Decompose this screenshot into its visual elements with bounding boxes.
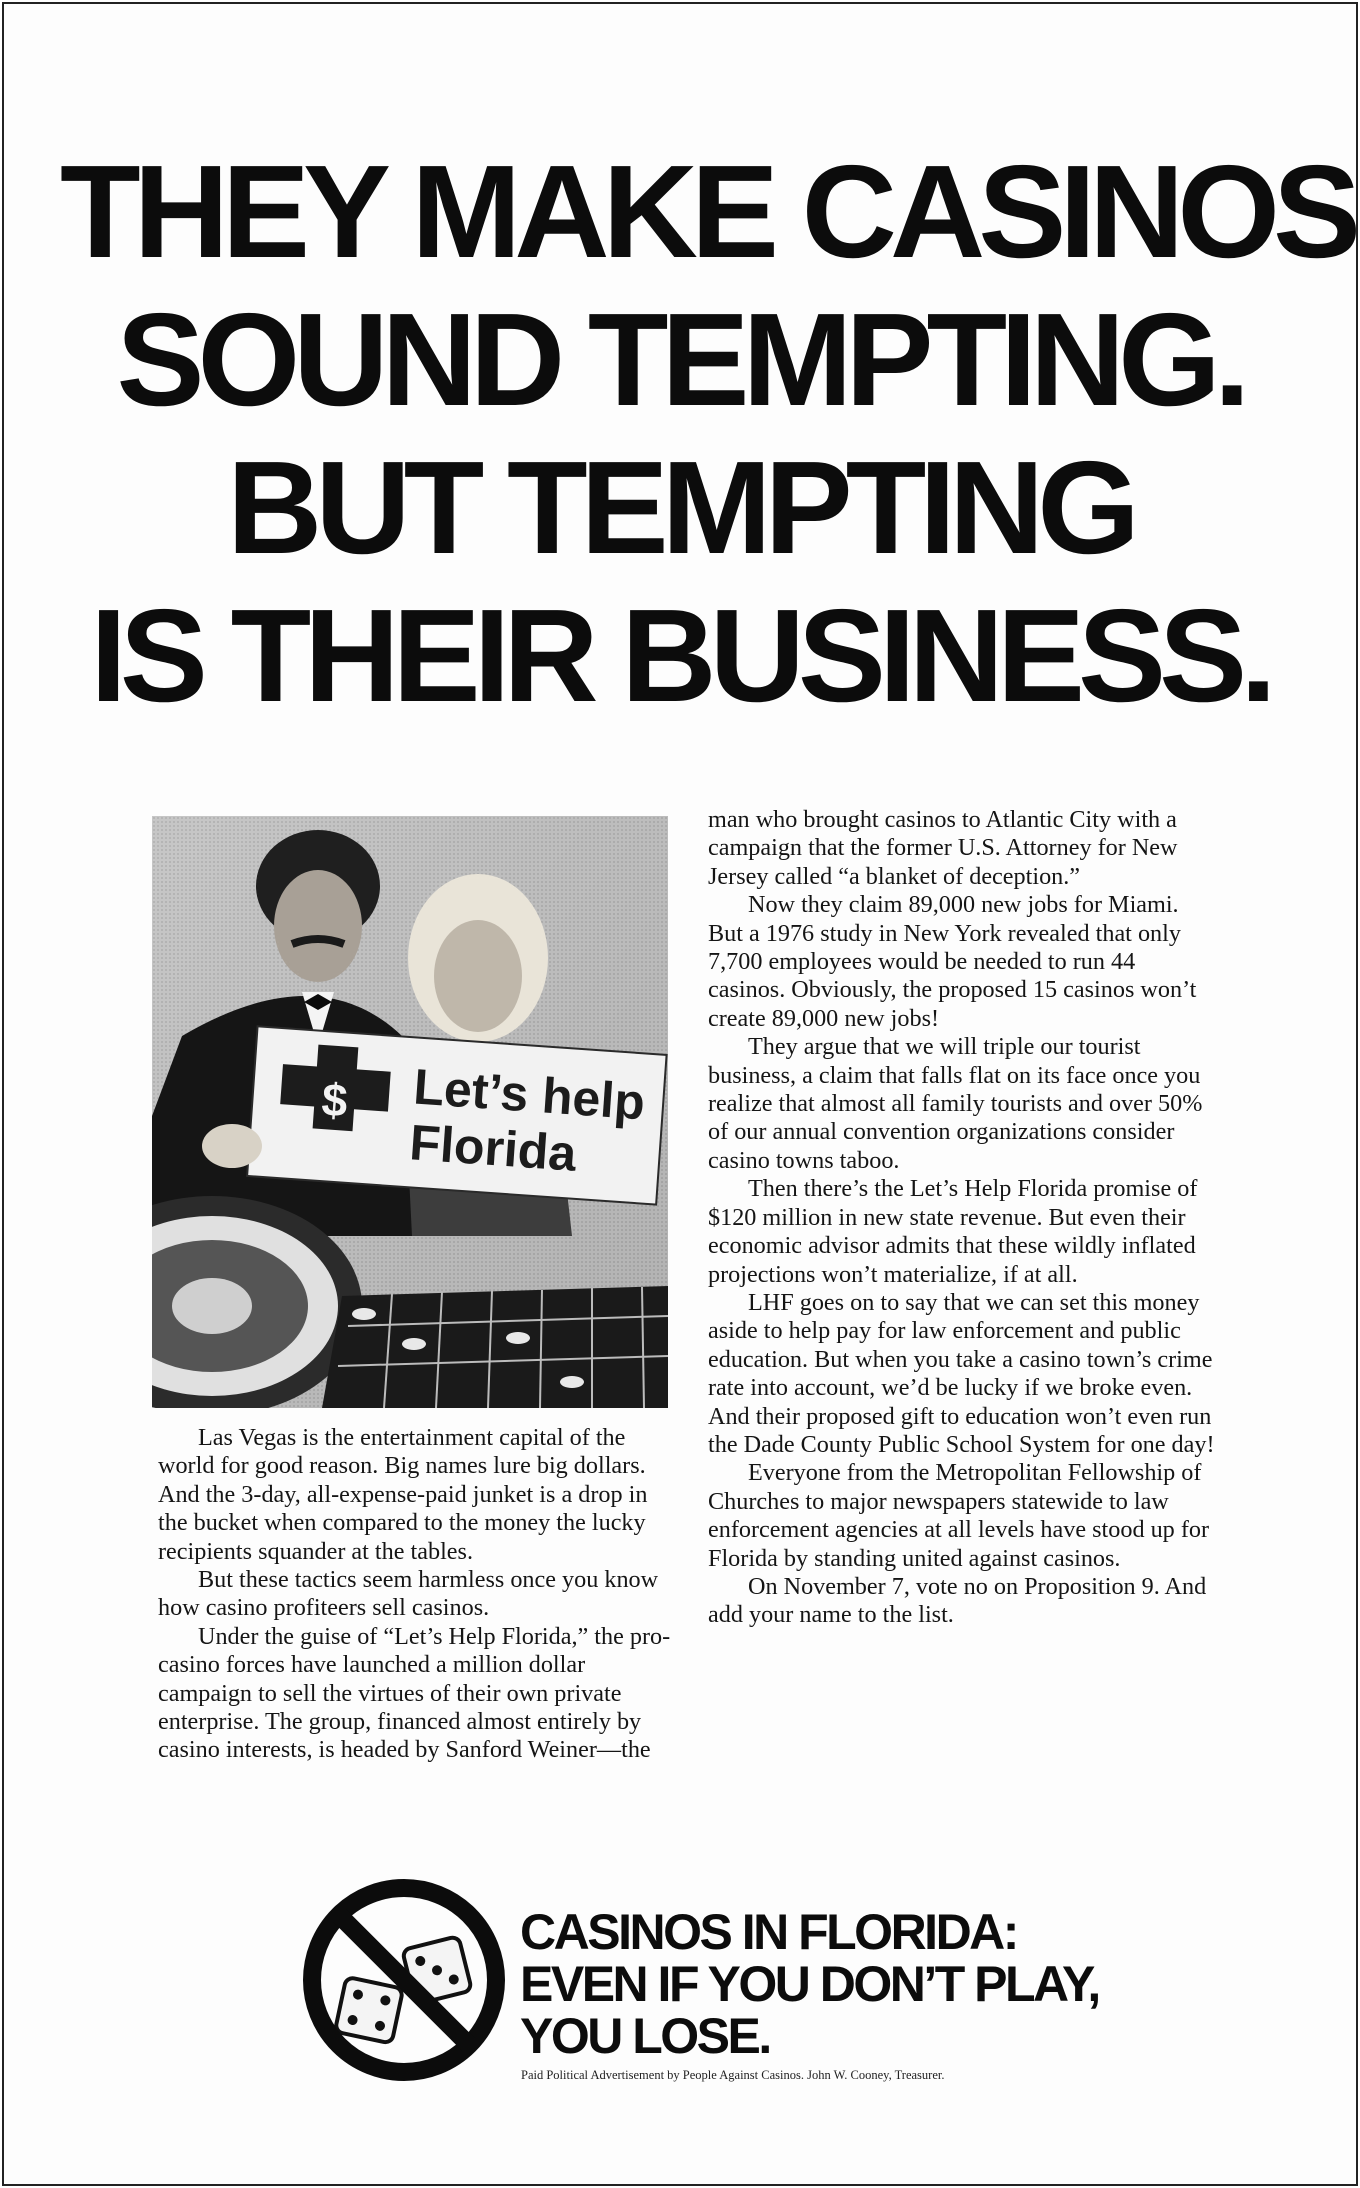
campaign-photo bbox=[152, 816, 668, 1408]
headline-line: BUT TEMPTING bbox=[227, 434, 1133, 581]
sign-text-line2: Florida bbox=[407, 1114, 579, 1182]
body-paragraph: Everyone from the Metropolitan Fellowship of Churches to major newspapers statewide to law enforcement agencies at all levels have stood up for Florida by standing united against casinos. bbox=[708, 1459, 1210, 1572]
body-paragraph: But these tactics seem harmless once you know how casino profiteers sell casinos. bbox=[158, 1566, 659, 1622]
no-dice-icon bbox=[302, 1878, 506, 2082]
tagline bbox=[520, 1906, 1120, 2062]
headline bbox=[60, 138, 1355, 730]
tagline-line: EVEN IF YOU DON’T PLAY, bbox=[520, 1956, 1099, 2012]
body-paragraph: Under the guise of “Let’s Help Florida,” the pro-casino forces have launched a million dollar campaign to sell the virtues of their own private enterprise. The group, financed almost entirely by casino interests, is headed by Sanford Weiner—the bbox=[158, 1622, 671, 1764]
body-paragraph: Las Vegas is the entertainment capital of the world for good reason. Big names lure big dollars. And the 3-day, all-expense-paid junket is a drop in the bucket when compared to the money the lucky recipients squander at the tables. bbox=[158, 1424, 648, 1565]
body-paragraph: Then there’s the Let’s Help Florida promise of $120 million in new state revenue. But even their economic advisor admits that these wildly inflated projections won’t materialize, if at all. bbox=[708, 1175, 1198, 1288]
body-paragraph: man who brought casinos to Atlantic City with a campaign that the former U.S. Attorney for New Jersey called “a blanket of deception.” bbox=[708, 806, 1178, 890]
body-paragraph: Now they claim 89,000 new jobs for Miami. But a 1976 study in New York revealed that only 7,700 employees would be needed to run 44 casinos. Obviously, the proposed 15 casinos won’t create 89,000 new jobs! bbox=[708, 891, 1197, 1032]
body-paragraph: They argue that we will triple our tourist business, a claim that falls flat on its face once you realize that almost all family tourists and over 50% of our annual convention organizations consider casino towns taboo. bbox=[708, 1033, 1203, 1174]
tagline-line: YOU LOSE. bbox=[520, 2008, 770, 2064]
political-disclaimer: Paid Political Advertisement by People Against Casinos. John W. Cooney, Treasurer. bbox=[521, 2068, 945, 2082]
body-column-left bbox=[158, 1424, 676, 1765]
headline-line: THEY MAKE CASINOS bbox=[60, 138, 1355, 285]
body-paragraph: LHF goes on to say that we can set this money aside to help pay for law enforcement and public education. But when you take a casino town’s crime rate into account, we’d be lucky if we broke even. And their proposed gift to education won’t even run the Dade County Public School System for one day! bbox=[708, 1288, 1215, 1458]
body-column-right bbox=[708, 806, 1218, 1630]
headline-line: IS THEIR BUSINESS. bbox=[90, 582, 1270, 729]
headline-line: SOUND TEMPTING. bbox=[116, 286, 1244, 433]
sign-text-line1: Let’s help bbox=[411, 1058, 647, 1131]
body-paragraph: On November 7, vote no on Proposition 9. And add your name to the list. bbox=[708, 1572, 1207, 1629]
tagline-line: CASINOS IN FLORIDA: bbox=[520, 1904, 1017, 1960]
sign-dollar-symbol: $ bbox=[320, 1073, 350, 1127]
